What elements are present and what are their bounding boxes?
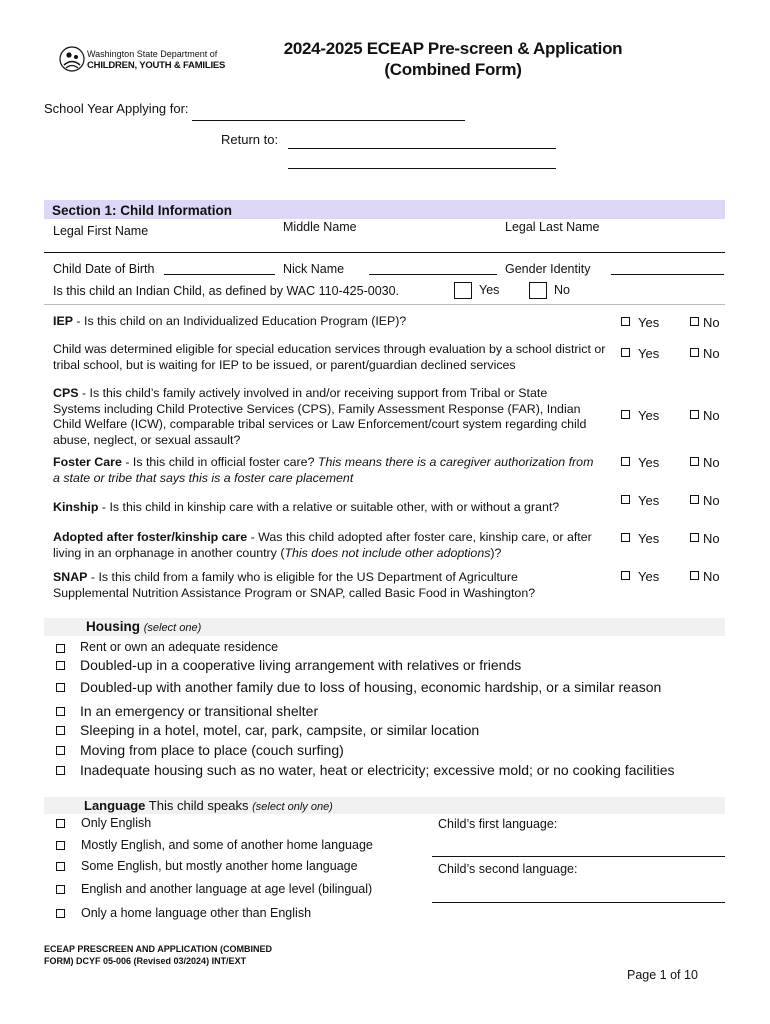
language-option-1-checkbox[interactable] [56, 841, 65, 850]
question-6-yes-label: Yes [638, 569, 660, 584]
question-adopted-italic: This does not include other adoptions [284, 545, 491, 560]
housing-option-0-label: Rent or own an adequate residence [80, 640, 279, 654]
question-cps-text: - Is this child’s family actively involved in and/or receiving support from Tribal or State Systems including Child Protective Services (CPS), Family Assessment Response (FAR), Indian Child Welfare (ICW), comparable tribal services or Law Enforcement/court system regarding child abuse, neglect, or sexual assault? [53, 386, 587, 447]
question-4-yes-label: Yes [638, 493, 660, 508]
return-to-label: Return to: [221, 132, 279, 147]
return-to-field-1[interactable] [288, 148, 556, 149]
question-2-no-label: No [703, 408, 720, 423]
language-option-4-checkbox[interactable] [56, 909, 65, 918]
question-0-no-label: No [703, 315, 720, 330]
page-title-line2: (Combined Form) [384, 60, 522, 79]
dcyf-seal-icon [59, 46, 85, 72]
language-option-3-checkbox[interactable] [56, 885, 65, 894]
housing-option-3-label: In an emergency or transitional shelter [80, 703, 319, 719]
question-kinship-text: - Is this child in kinship care with a relative or suitable other, with or without a grant? [98, 500, 560, 514]
school-year-field[interactable] [192, 120, 465, 121]
question-6-yes-checkbox[interactable] [621, 571, 630, 580]
org-name-line1: Washington State Department of [87, 49, 218, 59]
legal-last-name-label: Legal Last Name [505, 220, 600, 234]
nick-name-label: Nick Name [283, 262, 345, 276]
question-6-no-checkbox[interactable] [690, 571, 699, 580]
page-number: Page 1 of 10 [627, 968, 698, 982]
footer-form-id [44, 943, 272, 967]
indian-child-no-label: No [554, 283, 570, 297]
language-option-1-label: Mostly English, and some of another home language [81, 838, 373, 852]
question-kinship [53, 500, 613, 516]
return-to-field-2[interactable] [288, 168, 556, 169]
question-5-yes-checkbox[interactable] [621, 533, 630, 542]
language-option-3-label: English and another language at age level (bilingual) [81, 882, 373, 896]
question-0-no-checkbox[interactable] [690, 317, 699, 326]
second-language-label: Child’s second language: [438, 862, 578, 876]
question-6-no-label: No [703, 569, 720, 584]
legal-first-name-label: Legal First Name [53, 224, 149, 238]
housing-option-4-checkbox[interactable] [56, 726, 65, 735]
question-foster-text: - Is this child in official foster care? [121, 455, 318, 469]
question-adopted-tail: )? [490, 545, 502, 560]
language-option-0-label: Only English [81, 816, 152, 830]
housing-option-6-label: Inadequate housing such as no water, heat or electricity; excessive mold; or no cooking facilities [80, 762, 675, 778]
question-kinship-bold: Kinship [53, 500, 99, 514]
question-foster-bold: Foster Care [53, 455, 122, 469]
section1-divider [44, 304, 725, 305]
org-name-line2: CHILDREN, YOUTH & FAMILIES [87, 60, 226, 71]
nick-name-field[interactable] [369, 274, 497, 275]
housing-option-1-checkbox[interactable] [56, 661, 65, 670]
language-option-4-label: Only a home language other than English [81, 906, 312, 920]
housing-option-6-checkbox[interactable] [56, 766, 65, 775]
question-3-yes-label: Yes [638, 455, 660, 470]
housing-title [86, 619, 201, 634]
school-year-label: School Year Applying for: [44, 101, 189, 116]
question-cps [53, 386, 593, 448]
gender-identity-field[interactable] [611, 274, 724, 275]
question-snap [53, 570, 593, 601]
question-4-no-checkbox[interactable] [690, 495, 699, 504]
housing-option-2-checkbox[interactable] [56, 683, 65, 692]
question-5-no-checkbox[interactable] [690, 533, 699, 542]
indian-child-no-checkbox[interactable] [529, 282, 547, 299]
language-subtitle: This child speaks [148, 798, 249, 813]
dob-field[interactable] [164, 274, 275, 275]
first-language-field[interactable] [432, 856, 725, 857]
question-2-yes-label: Yes [638, 408, 660, 423]
housing-title-text: Housing [86, 619, 140, 634]
second-language-field[interactable] [432, 902, 725, 903]
housing-option-5-checkbox[interactable] [56, 746, 65, 755]
housing-option-0-checkbox[interactable] [56, 644, 65, 653]
question-adopted [53, 530, 593, 561]
language-option-2-checkbox[interactable] [56, 862, 65, 871]
housing-option-4-label: Sleeping in a hotel, motel, car, park, campsite, or similar location [80, 722, 480, 738]
question-foster-care [53, 455, 598, 486]
question-5-no-label: No [703, 531, 720, 546]
question-3-no-label: No [703, 455, 720, 470]
question-1-no-checkbox[interactable] [690, 348, 699, 357]
language-title [84, 798, 333, 813]
question-4-no-label: No [703, 493, 720, 508]
question-iep [53, 314, 613, 330]
question-iep-text: - Is this child on an Individualized Education Program (IEP)? [72, 314, 407, 328]
question-4-yes-checkbox[interactable] [621, 495, 630, 504]
question-1-yes-label: Yes [638, 346, 660, 361]
question-3-yes-checkbox[interactable] [621, 457, 630, 466]
housing-option-1-label: Doubled-up in a cooperative living arrangement with relatives or friends [80, 657, 522, 673]
question-adopted-bold: Adopted after foster/kinship care [53, 530, 248, 544]
question-1-no-label: No [703, 346, 720, 361]
indian-child-question: Is this child an Indian Child, as defined by WAC 110-425-0030. [53, 284, 400, 298]
section1-title: Section 1: Child Information [52, 203, 233, 218]
housing-option-3-checkbox[interactable] [56, 707, 65, 716]
page-title [248, 38, 658, 80]
question-2-no-checkbox[interactable] [690, 410, 699, 419]
question-adopted-text: - Was this child adopted after foster care, kinship care, or after living in an orphanage in another country ( [53, 530, 592, 560]
language-hint: (select only one) [252, 801, 333, 813]
question-foster-italic: This means there is a caregiver authorization from a state or tribe that says this is a foster care placement [53, 455, 594, 485]
question-cps-bold: CPS [53, 386, 79, 400]
question-3-no-checkbox[interactable] [690, 457, 699, 466]
question-snap-bold: SNAP [53, 570, 88, 584]
child-name-field[interactable] [44, 252, 725, 253]
language-option-0-checkbox[interactable] [56, 819, 65, 828]
middle-name-label: Middle Name [283, 220, 357, 234]
question-0-yes-checkbox[interactable] [621, 317, 630, 326]
page-title-line1: 2024-2025 ECEAP Pre-screen & Application [283, 39, 623, 58]
footer-form-line1: ECEAP PRESCREEN AND APPLICATION (COMBINED [44, 944, 273, 954]
indian-child-yes-label: Yes [479, 283, 500, 297]
housing-option-5-label: Moving from place to place (couch surfing) [80, 742, 344, 758]
question-iep-bold: IEP [53, 314, 73, 328]
footer-form-line2: FORM) DCYF 05-006 (Revised 03/2024) INT/EXT [44, 956, 247, 966]
question-5-yes-label: Yes [638, 531, 660, 546]
dcyf-logo [59, 45, 226, 75]
first-language-label: Child’s first language: [438, 817, 558, 831]
gender-identity-label: Gender Identity [505, 262, 591, 276]
question-sped-eligible-text: Child was determined eligible for special education services through evaluation by a school district or tribal school, but is waiting for IEP to be issued, or parent/guardian declined services [53, 342, 606, 372]
question-2-yes-checkbox[interactable] [621, 410, 630, 419]
housing-hint: (select one) [143, 622, 202, 634]
dob-label: Child Date of Birth [53, 262, 155, 276]
indian-child-yes-checkbox[interactable] [454, 282, 472, 299]
question-snap-text: - Is this child from a family who is eligible for the US Department of Agriculture Supplemental Nutrition Assistance Program or SNAP, called Basic Food in Washington? [53, 570, 536, 600]
question-0-yes-label: Yes [638, 315, 660, 330]
language-title-text: Language [84, 798, 146, 813]
question-1-yes-checkbox[interactable] [621, 348, 630, 357]
housing-option-2-label: Doubled-up with another family due to loss of housing, economic hardship, or a similar reason [80, 679, 662, 695]
question-sped-eligible [53, 342, 609, 373]
language-option-2-label: Some English, but mostly another home language [81, 859, 358, 873]
